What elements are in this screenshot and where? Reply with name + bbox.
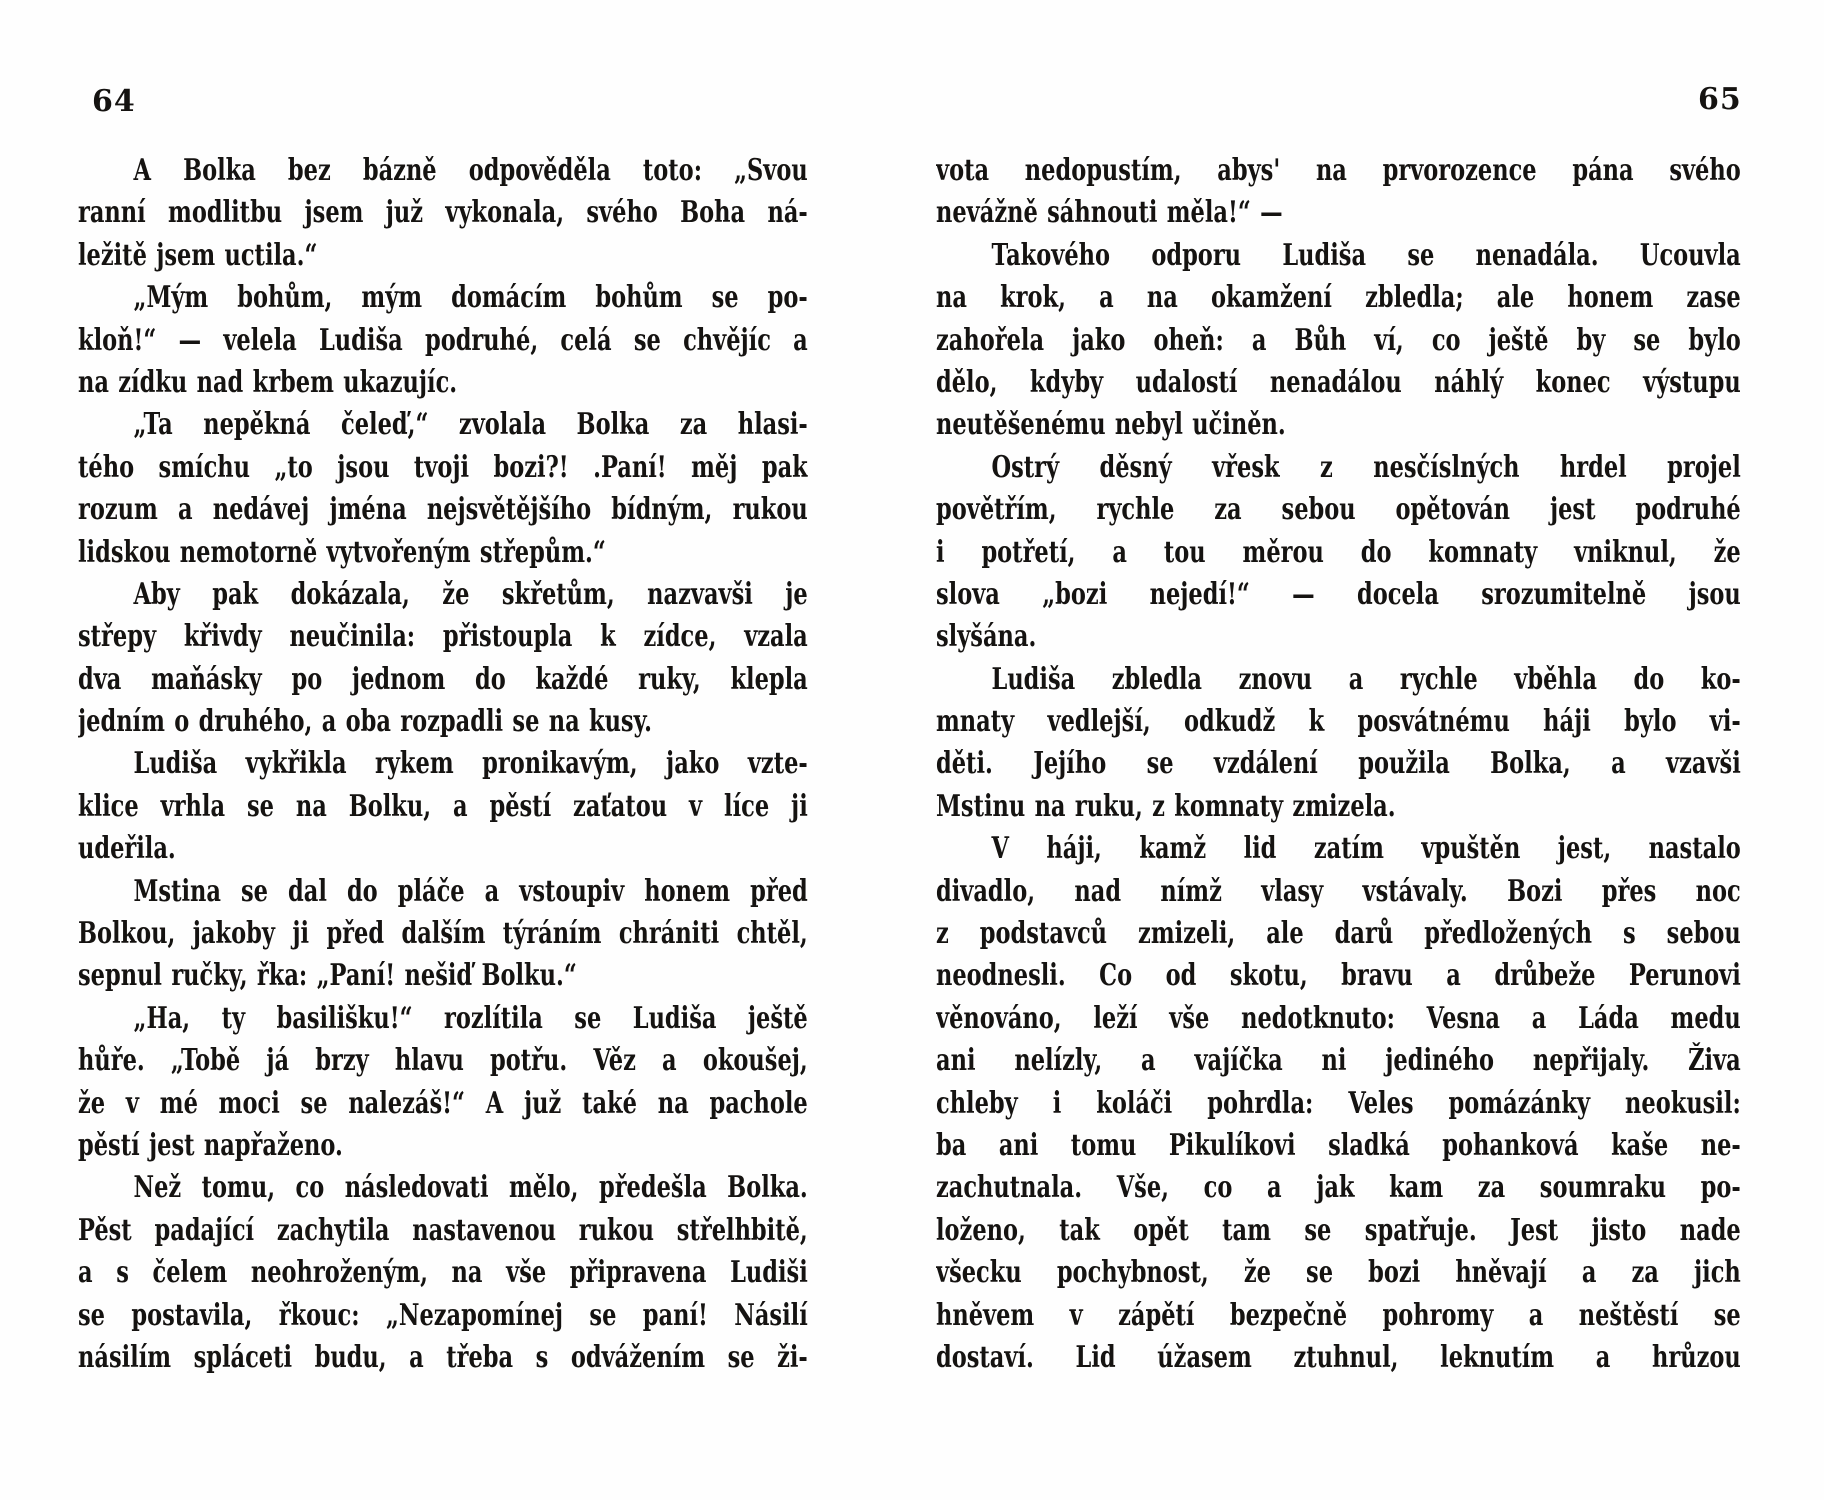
text-line: povětřím, rychle za sebou opětován jest podruhé (936, 492, 1741, 528)
page-64-text-column (78, 150, 808, 1379)
text-line: rozum a nedávej jména nejsvětějšího bídným, rukou (78, 492, 808, 528)
text-line: A Bolka bez bázně odpověděla toto: „Svou (133, 153, 808, 188)
text-line: ležitě jsem uctila.“ (78, 237, 318, 273)
text-line: slyšána. (936, 619, 1037, 655)
text-line: Aby pak dokázala, že skřetům, nazvavši je (133, 576, 808, 612)
text-line: zahořela jako oheň: a Bůh ví, co ještě by se bylo (936, 322, 1741, 358)
text-line: tého smíchu „to jsou tvoji bozi?! .Paní! měj pak (78, 449, 808, 485)
text-line: všecku pochybnost, že se bozi hněvají a za jich (936, 1255, 1741, 1291)
text-line: ranní modlitbu jsem juž vykonala, svého Boha ná- (78, 195, 808, 231)
text-line: Takového odporu Ludiša se nenadála. Ucouvla (991, 237, 1741, 273)
text-line: hněvem v zápětí bezpečně pohromy a neštěstí se (936, 1297, 1741, 1333)
text-line: ba ani tomu Pikulíkovi sladká pohanková kaše ne- (936, 1127, 1741, 1163)
text-line: neutěšenému nebyl učiněn. (936, 407, 1286, 443)
text-line: děti. Jejího se vzdálení použila Bolka, a vzavši (936, 746, 1741, 782)
text-line: Bolkou, jakoby ji před dalším týráním chrániti chtěl, (78, 916, 808, 952)
text-line: hůře. „Tobě já brzy hlavu potřu. Věz a okoušej, (78, 1043, 808, 1079)
text-line: udeřila. (78, 831, 176, 867)
text-line: jedním o druhého, a oba rozpadli se na kusy. (78, 704, 652, 740)
text-line: pěstí jest napřaženo. (78, 1127, 343, 1163)
text-line: „Ha, ty basilišku!“ rozlítila se Ludiša ještě (133, 1000, 808, 1036)
text-line: slova „bozi nejedí!“ — docela srozumitelně jsou (936, 576, 1741, 612)
text-line: neodnesli. Co od skotu, bravu a drůbeže Perunovi (936, 958, 1741, 994)
text-line: na zídku nad krbem ukazujíc. (78, 364, 458, 400)
text-line: lidskou nemotorně vytvořeným střepům.“ (78, 534, 606, 570)
page-number-right: 65 (1698, 82, 1742, 117)
text-line: se postavila, řkouc: „Nezapomínej se paní! Násilí (78, 1297, 808, 1333)
text-line: násilím spláceti budu, a třeba s odvážením se ži- (78, 1339, 808, 1375)
text-line: Ludiša zbledla znovu a rychle vběhla do ko- (991, 661, 1741, 697)
text-line: Pěst padající zachytila nastavenou rukou střelhbitě, (78, 1212, 808, 1248)
text-line: „Ta nepěkná čeleď,“ zvolala Bolka za hlasi- (133, 407, 808, 443)
text-line: kloň!“ — velela Ludiša podruhé, celá se chvějíc a (78, 322, 808, 358)
text-line: Mstinu na ruku, z komnaty zmizela. (936, 788, 1396, 824)
text-line: mnaty vedlejší, odkudž k posvátnému háji bylo vi- (936, 704, 1741, 740)
text-line: V háji, kamž lid zatím vpuštěn jest, nastalo (991, 831, 1741, 867)
text-line: chleby i koláči pohrdla: Veles pomázánky neokusil: (936, 1085, 1741, 1121)
text-line: že v mé moci se nalezáš!“ A juž také na pachole (78, 1085, 808, 1121)
text-line: Ostrý děsný vřesk z nesčíslných hrdel projel (991, 449, 1741, 485)
page-number-left: 64 (92, 84, 136, 119)
text-line: dva maňásky po jednom do každé ruky, klepla (78, 661, 808, 697)
text-line: zachutnala. Vše, co a jak kam za soumraku po- (936, 1170, 1741, 1206)
text-line: klice vrhla se na Bolku, a pěstí zaťatou v líce ji (78, 788, 808, 824)
text-line: ani nelízly, a vajíčka ni jediného nepřijaly. Živa (936, 1043, 1741, 1079)
text-line: Než tomu, co následovati mělo, předešla Bolka. (133, 1170, 808, 1206)
text-line: Ludiša vykřikla rykem pronikavým, jako vzte- (133, 746, 808, 782)
text-line: dělo, kdyby udalostí nenadálou náhlý konec výstupu (936, 364, 1741, 400)
page-65-text-column (936, 150, 1741, 1379)
text-line: vota nedopustím, abys' na prvorozence pána svého (936, 153, 1741, 188)
text-line: „Mým bohům, mým domácím bohům se po- (133, 280, 808, 316)
text-line: divadlo, nad nímž vlasy vstávaly. Bozi přes noc (936, 873, 1741, 909)
text-line: věnováno, leží vše nedotknuto: Vesna a Láda medu (936, 1000, 1741, 1036)
text-line: dostaví. Lid úžasem ztuhnul, leknutím a hrůzou (936, 1339, 1741, 1375)
text-line: Mstina se dal do pláče a vstoupiv honem před (133, 873, 808, 909)
text-line: i potřetí, a tou měrou do komnaty vniknul, že (936, 534, 1741, 570)
text-line: loženo, tak opět tam se spatřuje. Jest jisto nade (936, 1212, 1741, 1248)
text-line: na krok, a na okamžení zbledla; ale honem zase (936, 280, 1741, 316)
text-line: nevážně sáhnouti měla!“ — (936, 195, 1283, 231)
text-line: sepnul ručky, řka: „Paní! nešiď Bolku.“ (78, 958, 577, 994)
text-line: z podstavců zmizeli, ale darů předložených s sebou (936, 916, 1741, 952)
text-line: střepy křivdy neučinila: přistoupla k zídce, vzala (78, 619, 808, 655)
text-line: a s čelem neohroženým, na vše připravena Ludiši (78, 1255, 808, 1291)
